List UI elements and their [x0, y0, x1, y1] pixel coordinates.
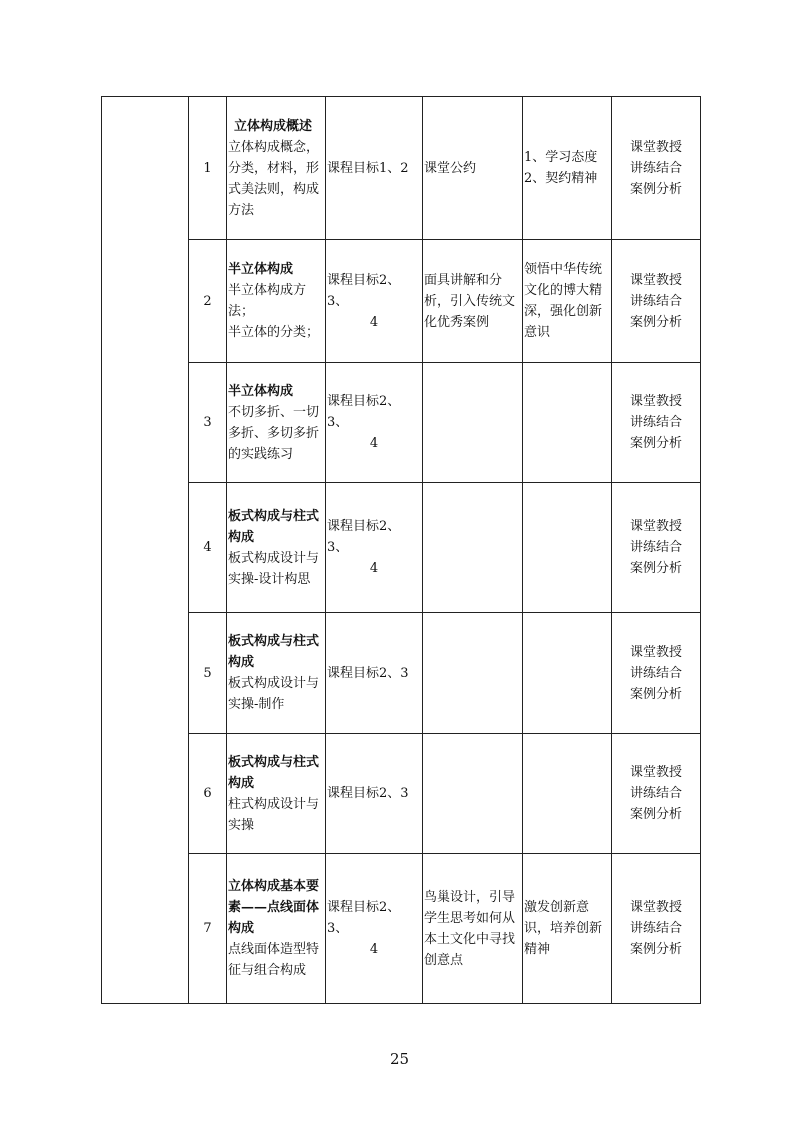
- goal-cell: [326, 854, 423, 1004]
- goal-text-tail: 4: [369, 436, 379, 451]
- row-number: 7: [189, 854, 227, 1004]
- topic-body: 点线面体造型特征与组合构成: [228, 942, 320, 978]
- topic-title: 板式构成与柱式构成: [228, 634, 320, 670]
- topic-cell: [227, 240, 326, 363]
- goal-text: 课程目标1、2: [327, 160, 409, 176]
- topic-body: 半立体构成方法； 半立体的分类；: [228, 283, 320, 340]
- topic-body: 板式构成设计与实操-设计构思: [228, 550, 320, 587]
- course-schedule-table: [101, 96, 701, 1004]
- row-number: 6: [189, 734, 227, 854]
- goal-text: 课程目标2、3: [327, 786, 409, 801]
- content-cell: 鸟巢设计，引导学生思考如何从本土文化中寻找创意点: [423, 854, 523, 1004]
- topic-cell: [227, 97, 326, 240]
- goal-text: 课程目标2、3、: [327, 272, 401, 309]
- topic-title: 立体构成基本要素——点线面体构成: [228, 879, 320, 936]
- topic-body: 柱式构成设计与实操: [228, 796, 320, 833]
- values-cell: 领悟中华传统文化的博大精深，强化创新意识: [523, 240, 612, 363]
- method-cell: 课堂教授 讲练结合 案例分析: [612, 854, 701, 1004]
- goal-cell: [326, 734, 423, 854]
- topic-title: 板式构成与柱式构成: [228, 754, 320, 791]
- table-row: [102, 854, 701, 1004]
- values-cell: 1、学习态度 2、契约精神: [523, 97, 612, 240]
- table-row: [102, 240, 701, 363]
- method-cell: 课堂教授 讲练结合 案例分析: [612, 483, 701, 613]
- goal-text-tail: 4: [369, 314, 379, 330]
- content-cell: 课堂公约: [423, 97, 523, 240]
- topic-body: 不切多折、一切多折、多切多折的实践练习: [228, 404, 320, 462]
- table-row: [102, 734, 701, 854]
- topic-body: 立体构成概念，分类，材料，形式美法则，构成方法: [228, 139, 320, 218]
- merged-blank-cell: [102, 97, 189, 1004]
- topic-cell: [227, 363, 326, 483]
- goal-cell: [326, 240, 423, 363]
- topic-title: 板式构成与柱式构成: [228, 508, 320, 545]
- goal-cell: [326, 483, 423, 613]
- method-cell: 课堂教授 讲练结合 案例分析: [612, 734, 701, 854]
- content-cell: [423, 734, 523, 854]
- goal-text: 课程目标2、3、: [327, 519, 401, 555]
- table-row: [102, 613, 701, 734]
- method-cell: 课堂教授 讲练结合 案例分析: [612, 363, 701, 483]
- goal-text-tail: 4: [369, 942, 379, 957]
- topic-title: 立体构成概述: [234, 118, 313, 134]
- content-cell: [423, 363, 523, 483]
- content-cell: [423, 483, 523, 613]
- method-cell: 课堂教授 讲练结合 案例分析: [612, 97, 701, 240]
- goal-text: 课程目标2、3、: [327, 394, 401, 430]
- topic-title: 半立体构成: [228, 262, 294, 277]
- goal-cell: [326, 363, 423, 483]
- topic-cell: [227, 483, 326, 613]
- values-cell: [523, 363, 612, 483]
- table-row: [102, 97, 701, 240]
- topic-cell: [227, 854, 326, 1004]
- table-row: [102, 363, 701, 483]
- page-number: 25: [389, 1050, 410, 1068]
- values-cell: 激发创新意识，培养创新精神: [523, 854, 612, 1004]
- values-cell: [523, 734, 612, 854]
- goal-text-tail: 4: [369, 561, 379, 576]
- values-cell: [523, 613, 612, 734]
- goal-text: 课程目标2、3: [327, 665, 409, 681]
- method-cell: 课堂教授 讲练结合 案例分析: [612, 613, 701, 734]
- row-number: 3: [189, 363, 227, 483]
- row-number: 4: [189, 483, 227, 613]
- goal-cell: [326, 613, 423, 734]
- row-number: 2: [189, 240, 227, 363]
- topic-cell: [227, 613, 326, 734]
- goal-cell: [326, 97, 423, 240]
- row-number: 1: [189, 97, 227, 240]
- topic-title: 半立体构成: [228, 383, 294, 399]
- topic-cell: [227, 734, 326, 854]
- topic-body: 板式构成设计与实操-制作: [228, 676, 320, 712]
- content-cell: [423, 613, 523, 734]
- values-cell: [523, 483, 612, 613]
- content-cell: 面具讲解和分析，引入传统文化优秀案例: [423, 240, 523, 363]
- row-number: 5: [189, 613, 227, 734]
- table-row: [102, 483, 701, 613]
- goal-text: 课程目标2、3、: [327, 900, 401, 936]
- method-cell: 课堂教授 讲练结合 案例分析: [612, 240, 701, 363]
